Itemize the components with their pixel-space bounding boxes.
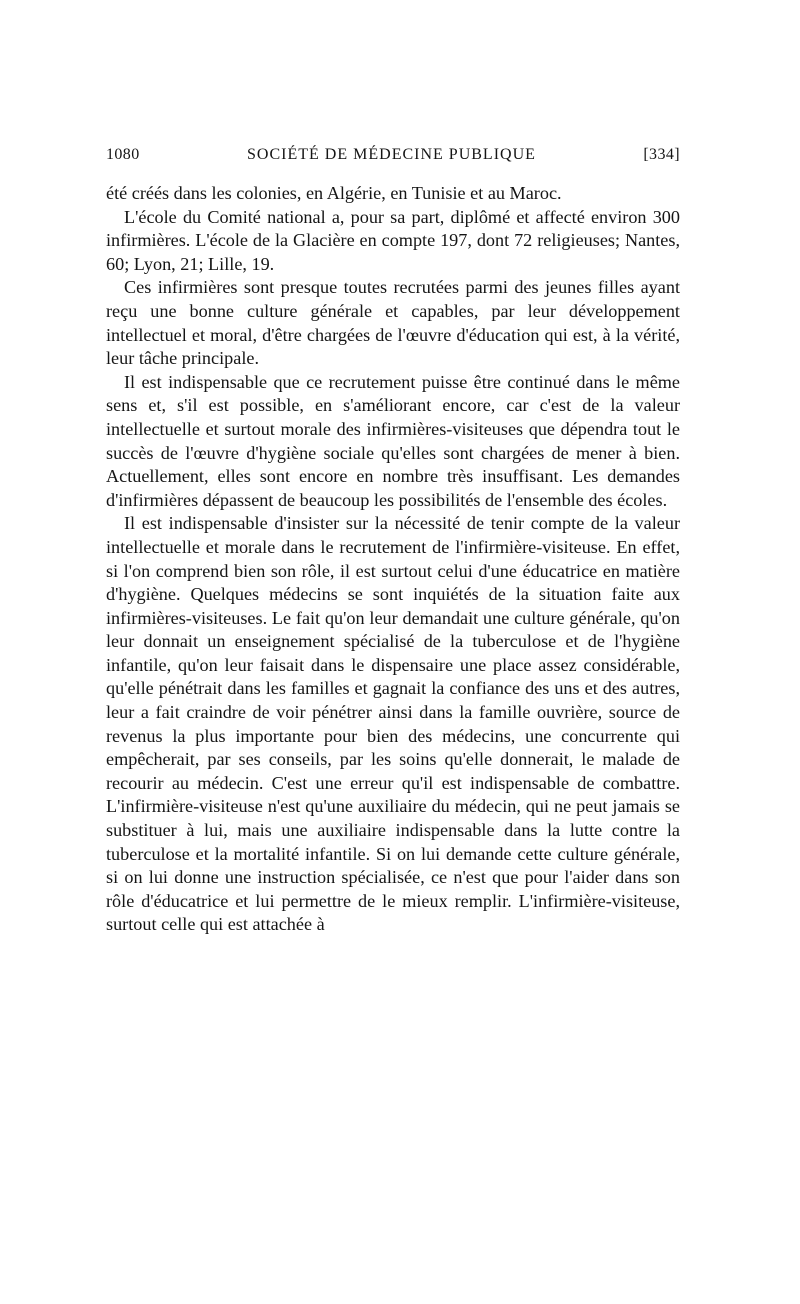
book-page	[106, 146, 680, 937]
running-header	[106, 146, 680, 176]
paragraph: Il est indispensable que ce recrutement puisse être continué dans le même sens et, s'il est possible, en s'améliorant encore, car c'est de la valeur intellectuelle et surtout morale des infirmières-visiteuses que dépendra tout le succès de l'œuvre d'hygiène sociale qu'elles sont chargées de mener à bien. Actuellement, elles sont encore en nombre très insuffisant. Les demandes d'infirmières dépassent de beaucoup les possibilités de l'ensemble des écoles.	[106, 371, 680, 510]
paragraph: Ces infirmières sont presque toutes recrutées parmi des jeunes filles ayant reçu une bonne culture générale et capables, par leur développement intellectuel et moral, d'être chargées de l'œuvre d'éducation qui est, à la vérité, leur tâche principale.	[106, 277, 680, 369]
page-number: 1080	[106, 146, 140, 163]
paragraph: Il est indispensable d'insister sur la nécessité de tenir compte de la valeur intellectuelle et morale dans le recrutement de l'infirmière-visiteuse. En effet, si l'on comprend bien son rôle, il est surtout celui d'une éducatrice en matière d'hygiène. Quelques médecins se sont inquiétés de la situation faite aux infirmières-visiteuses. Le fait qu'on leur demandait une culture générale, qu'on leur donnait un enseignement spécialisé de la tuberculose et de l'hygiène infantile, qu'on leur faisait dans le dispensaire une place assez considérable, qu'elle pénétrait dans les familles et gagnait la confiance des uns et des autres, leur a fait craindre de voir pénétrer ainsi dans la famille ouvrière, source de revenus la plus importante pour bien des médecins, une concurrente qui empêcherait, par ses conseils, par les soins qu'elle donnerait, le malade de recourir au médecin. C'est une erreur qu'il est indispensable de combattre. L'infirmière-visiteuse n'est qu'une auxiliaire du médecin, qui ne peut jamais se substituer à lui, mais une auxiliaire indispensable dans la lutte contre la tuberculose et la mortalité infantile. Si on lui demande cette culture générale, si on lui donne une instruction spécialisée, ce n'est que pour l'aider dans son rôle d'éducatrice et lui permettre de le mieux remplir. L'infirmière-visiteuse, surtout celle qui est attachée à	[106, 513, 680, 935]
body-text	[106, 182, 680, 937]
paragraph-continued: été créés dans les colonies, en Algérie, en Tunisie et au Maroc.	[106, 183, 562, 203]
paragraph: L'école du Comité national a, pour sa part, diplômé et affecté environ 300 infirmières. L'école de la Glacière en compte 197, dont 72 religieuses; Nantes, 60; Lyon, 21; Lille, 19.	[106, 206, 680, 274]
running-title: SOCIÉTÉ DE MÉDECINE PUBLIQUE	[247, 146, 536, 163]
bracket-number: [334]	[643, 146, 680, 163]
